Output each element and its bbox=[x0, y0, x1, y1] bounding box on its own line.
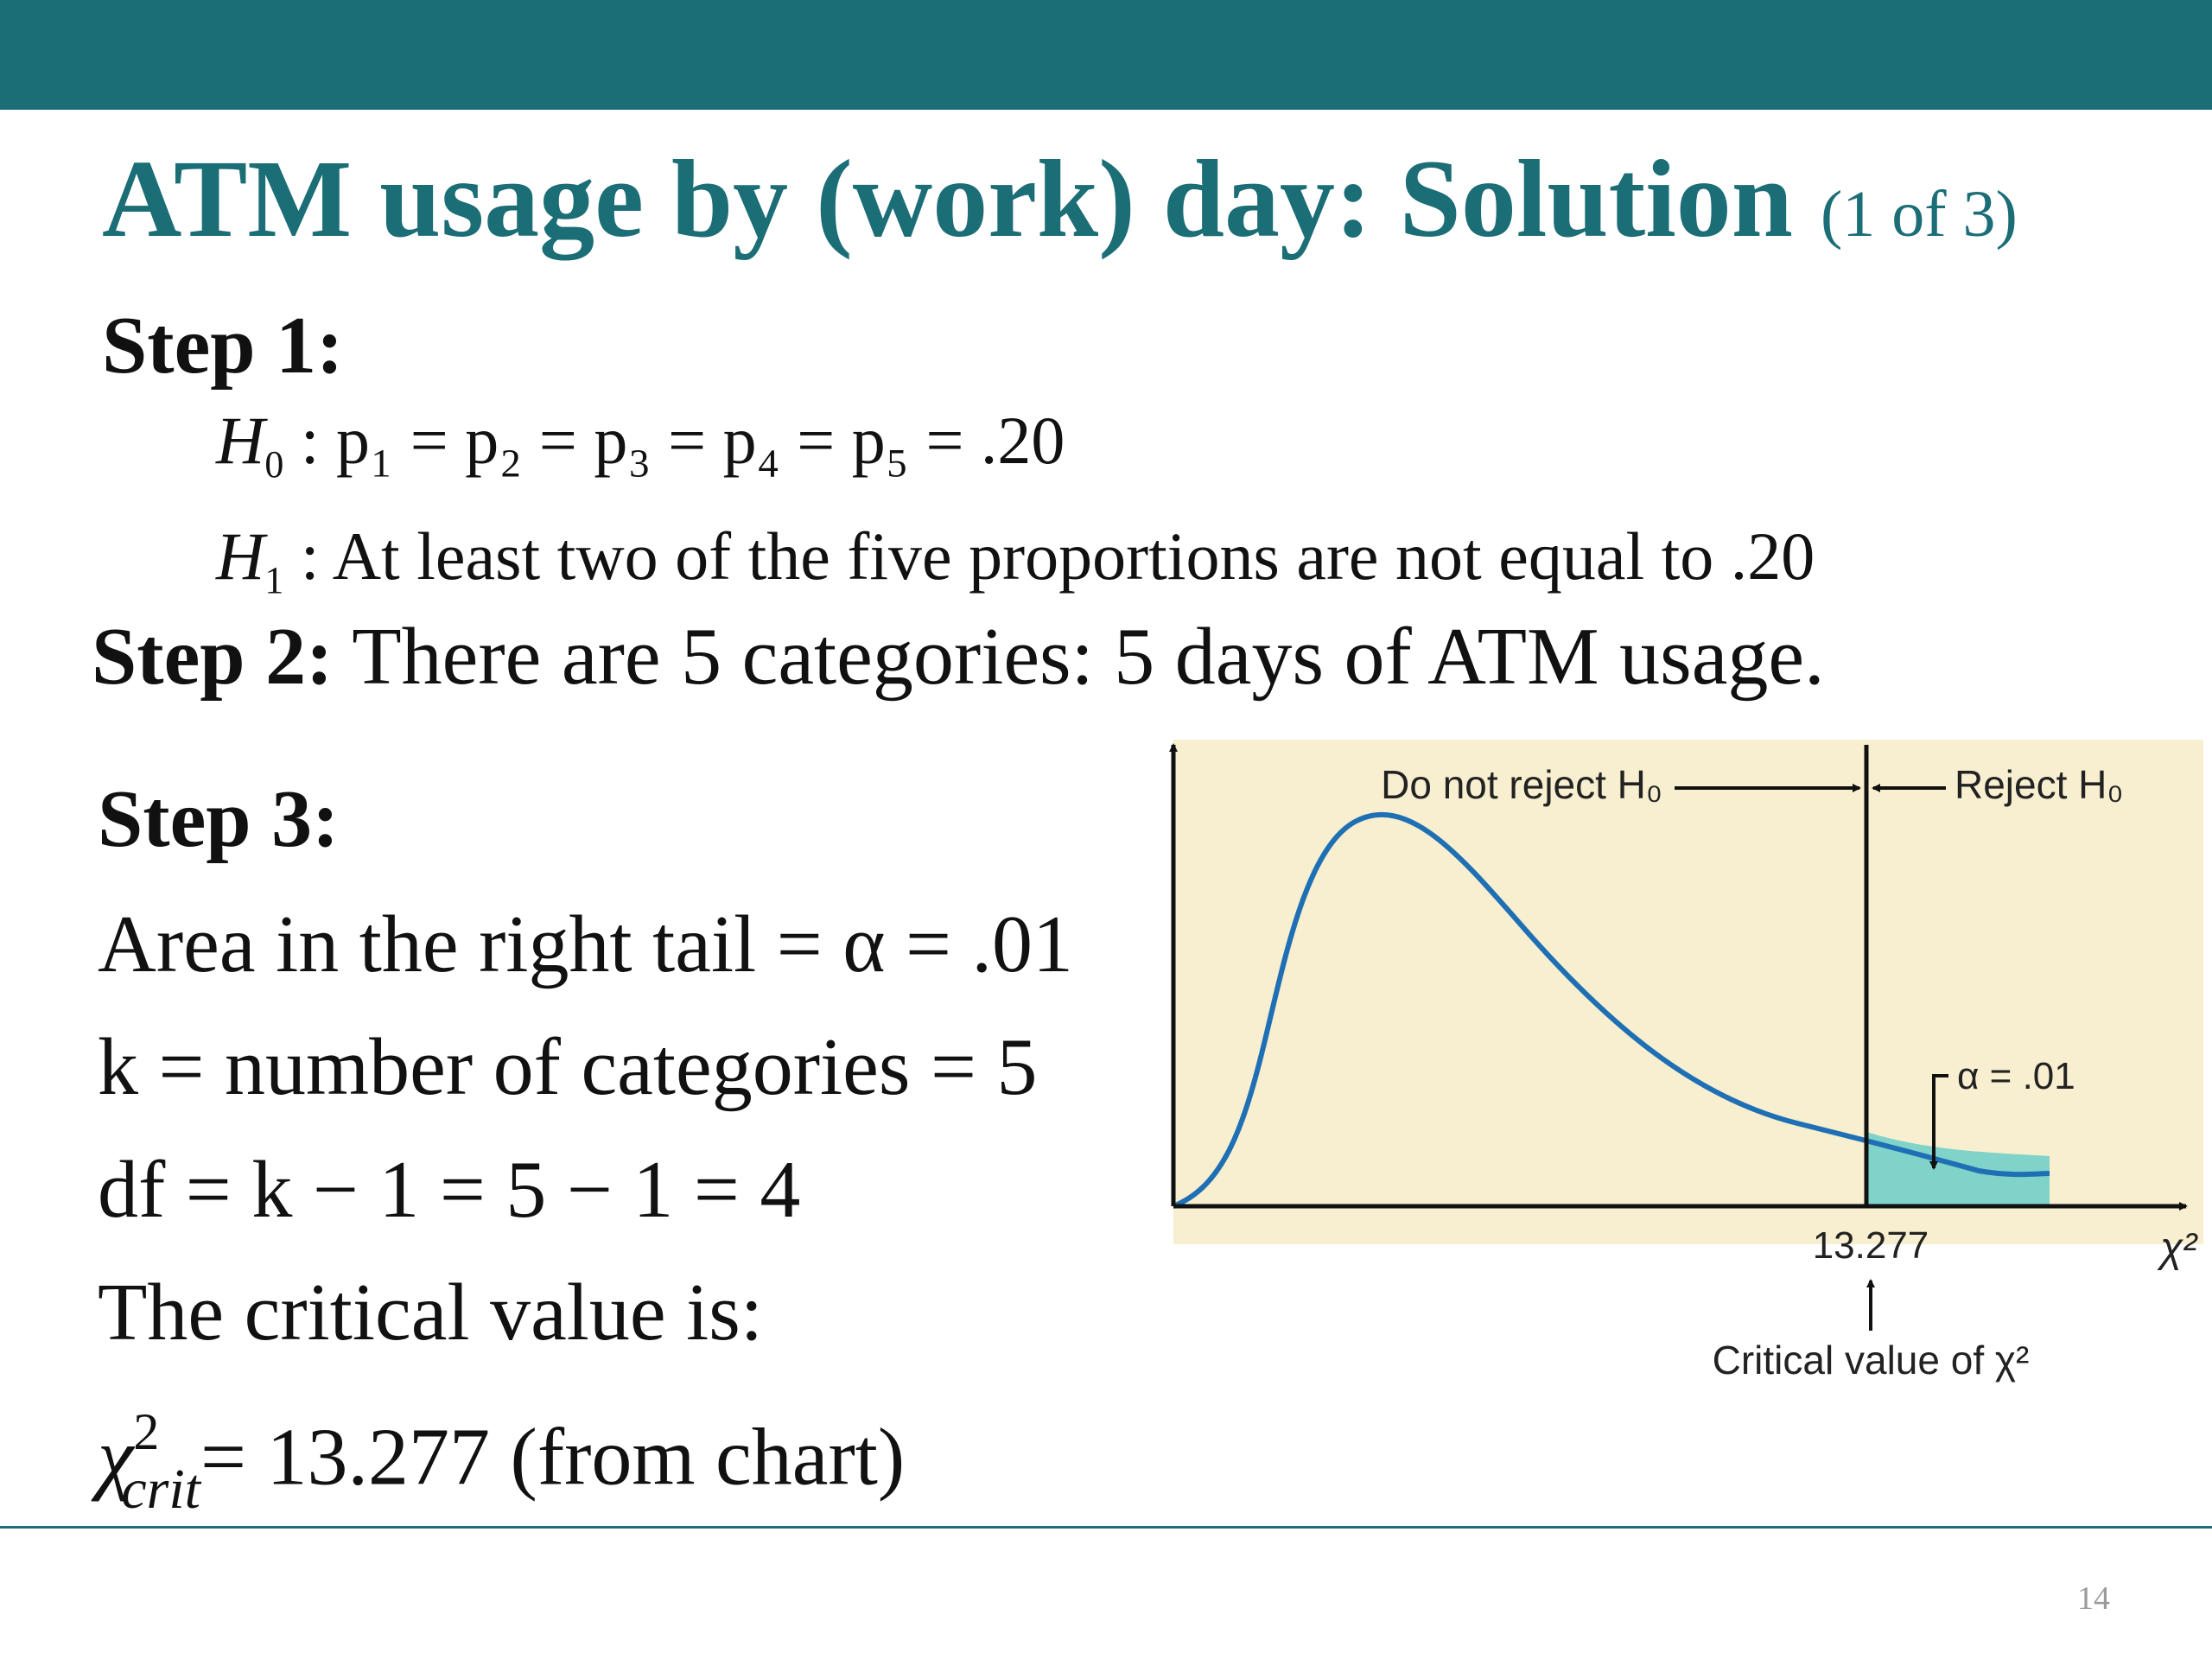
header-bar bbox=[0, 0, 2212, 110]
critical-value-line bbox=[98, 1391, 906, 1522]
x-axis-label: χ² bbox=[2160, 1225, 2197, 1271]
step2-label: Step 2: bbox=[92, 612, 334, 702]
slide-title bbox=[102, 130, 2018, 283]
critical-value-label: 13.277 bbox=[1812, 1224, 1929, 1267]
page-number: 14 bbox=[2077, 1580, 2110, 1617]
step2 bbox=[92, 609, 1825, 704]
chi-symbol: χ bbox=[98, 1412, 134, 1503]
step3-line-4: The critical value is: bbox=[98, 1268, 763, 1357]
title-main: ATM usage by (work) day: Solution bbox=[102, 137, 1793, 260]
critical-caption: Critical value of χ² bbox=[1712, 1338, 2030, 1382]
chi-square-distribution-figure bbox=[1158, 726, 2203, 1400]
hypothesis-alternative: $H_1$ : At least two of the five proportions are not equal to .20 bbox=[216, 518, 1815, 601]
step3-line-3: df = k − 1 = 5 − 1 = 4 bbox=[98, 1145, 801, 1235]
alpha-label: α = .01 bbox=[1957, 1055, 2075, 1097]
hypothesis-null: $H_0$ : p₁ = p₂ = p₃ = p₄ = p₅ = .20 bbox=[216, 403, 1065, 486]
step1-label: Step 1: bbox=[102, 301, 344, 391]
bottom-rule bbox=[0, 1526, 2212, 1529]
step3-line-2: k = number of categories = 5 bbox=[98, 1022, 1038, 1112]
chi-sub: crit bbox=[121, 1458, 201, 1522]
do-not-reject-label: Do not reject H₀ bbox=[1381, 762, 1662, 807]
step3-line-1: Area in the right tail = α = .01 bbox=[98, 899, 1073, 989]
title-sub: (1 of 3) bbox=[1820, 178, 2018, 251]
reject-label: Reject H₀ bbox=[1955, 762, 2124, 807]
chi-sup: 2 bbox=[133, 1403, 160, 1460]
step3-label: Step 3: bbox=[98, 774, 340, 864]
chi-text: = 13.277 (from chart) bbox=[200, 1412, 906, 1503]
step2-text: There are 5 categories: 5 days of ATM usage. bbox=[352, 612, 1825, 702]
